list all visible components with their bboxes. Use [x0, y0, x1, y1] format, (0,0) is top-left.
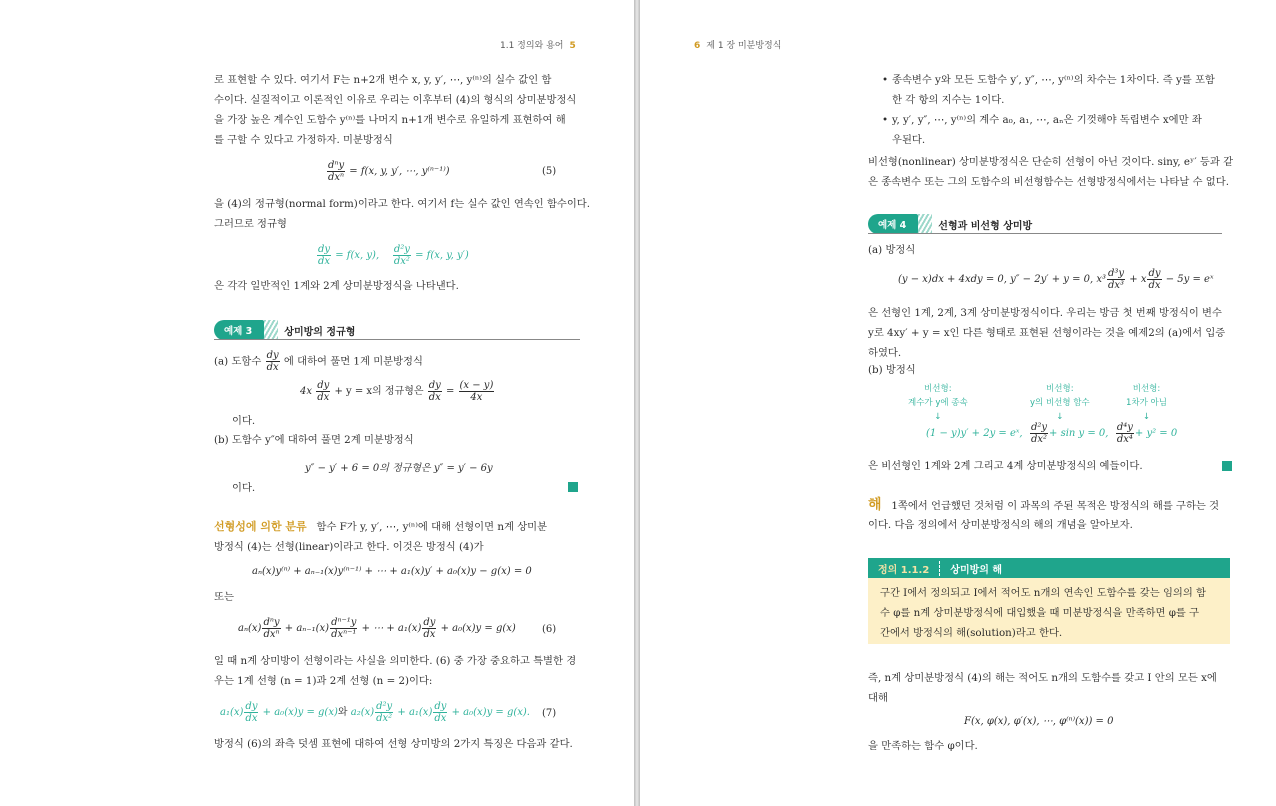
note-line: 비선형: [924, 384, 952, 394]
header-chapter-title: 제 1 장 미분방정식 [706, 41, 782, 51]
definition-box [868, 578, 1230, 644]
example-title: 상미방의 정규형 [284, 326, 356, 338]
text-line: 수 φ를 n계 상미분방정식에 대입했을 때 미분방정식을 만족하면 φ를 구 [880, 607, 1200, 619]
text-line: 수이다. 실질적이고 이론적인 이유로 우리는 이후부터 (4)의 형식의 상미분방정식 [214, 94, 577, 106]
example-3-part-b: (b) 도함수 y″에 대하여 풀면 2계 미분방정식 [214, 434, 414, 446]
nonlinear-paragraph [868, 152, 1233, 192]
paragraph-1 [214, 70, 576, 150]
example-4-a-text [868, 303, 1225, 363]
bullet-1 [892, 70, 1215, 110]
frac-numerator: dy [428, 380, 441, 391]
linearity-line-5: 방정식 (6)의 좌측 덧셈 표현에 대하여 선형 상미방의 2가지 특징은 다음과 같다. [214, 738, 573, 750]
equation-part: + y² = 0 [1134, 428, 1178, 439]
example-3-header [214, 320, 355, 340]
annotation-1 [908, 382, 968, 424]
frac-denominator: dx [317, 392, 330, 403]
equation-5 [326, 160, 450, 183]
left-running-header [500, 38, 582, 51]
linear-equation-7: a₁(x) $\frac{dy}{dx}$ + a₀(x)y = g(x)와 a₂(x) $\frac{\text{d²y}}{\text{dx²}}$ + a₁(x) $\frac{dy}{dx}$ + a₀(x)y = g(x). [220, 701, 530, 724]
linearity-line-4: 우는 1계 선형 (n = 1)과 2계 선형 (n = 2)이다: [214, 675, 433, 687]
right-page [640, 0, 1276, 806]
example-title: 선형과 비선형 상미방 [938, 220, 1033, 232]
text-line: y로 4xy′ + y = x인 다른 형태로 표현된 선형이라는 것을 예제2의 (a)에서 입증 [868, 327, 1226, 339]
text-span: 에 대하여 풀면 1계 미분방정식 [283, 355, 423, 368]
example-3-equation-a: 4x $\frac{dy}{dx}$ + y = x의 정규형은 $\frac{dy}{dx}$ = $\frac{(x - y)}{4x}$ [300, 380, 494, 403]
example-4-b-text: 은 비선형인 1계와 2계 그리고 4계 상미분방정식의 예들이다. [868, 460, 1143, 472]
frac-denominator: dx [318, 256, 331, 267]
example-rule [868, 233, 1222, 234]
example-end-mark [1222, 461, 1232, 471]
frac-numerator: dy [318, 244, 331, 255]
example-end-mark [568, 482, 578, 492]
text-line: 그러므로 정규형 [214, 218, 287, 230]
equation-5-label: (5) [542, 166, 557, 177]
text-line: 한 각 항의 지수는 1이다. [892, 94, 1005, 106]
down-arrow-icon: ↓ [934, 412, 942, 422]
closing-paragraph [868, 668, 1217, 708]
equation-lhs: (y − x)dx + 4xdy = 0, y″ − 2y′ + y = 0, x³ [898, 274, 1107, 285]
text-line: 은 선형인 1계, 2계, 3계 상미분방정식이다. 우리는 방금 첫 번째 방정식이 변수 [868, 307, 1222, 319]
text-line: 로 표현할 수 있다. 여기서 F는 n+2개 변수 x, y, y′, ⋯, y⁽ⁿ⁾의 실수 값인 함 [214, 74, 552, 86]
note-line: y의 비선형 함수 [1030, 398, 1090, 408]
down-arrow-icon: ↓ [1056, 412, 1064, 422]
frac-denominator: dx [428, 392, 441, 403]
solution-line-1 [868, 495, 1219, 516]
frac-numerator: d²y [393, 244, 410, 255]
text-span: 1쪽에서 언급했던 것처럼 이 과목의 주된 목적은 방정식의 해를 구하는 것 [891, 500, 1220, 512]
text-line: 하였다. [868, 347, 902, 359]
header-section-title: 1.1 정의와 용어 [500, 41, 564, 51]
annotation-3 [1126, 382, 1167, 424]
example-tag: 예제 4 [868, 214, 918, 234]
equation-part: + sin y = 0, [1049, 428, 1109, 439]
left-page [0, 0, 634, 806]
equation-lhs: 4x [300, 386, 313, 397]
normal-forms-equation [316, 244, 469, 267]
example-3-equation-b: y″ − y′ + 6 = 0의 정규형은 y″ = y′ − 6y [305, 463, 493, 474]
linear-equation-a: aₙ(x)y⁽ⁿ⁾ + aₙ₋₁(x)y⁽ⁿ⁻¹⁾ + ⋯ + a₁(x)y′ + a₀(x)y − g(x) = 0 [252, 566, 532, 577]
text-line: 비선형(nonlinear) 상미분방정식은 단순히 선형이 아닌 것이다. siny, eʸ′ 등과 같 [868, 156, 1234, 168]
text-line: 을 (4)의 정규형(normal form)이라고 한다. 여기서 f는 실수 값인 연속인 함수이다. [214, 198, 591, 210]
text-span: 함수 F가 y, y′, ⋯, y⁽ⁿ⁾에 대해 선형이면 n계 상미분 [316, 521, 548, 533]
solution-equation: F(x, φ(x), φ′(x), ⋯, φ⁽ⁿ⁾(x)) = 0 [964, 716, 1114, 727]
hatch-decoration [264, 320, 278, 340]
text-line: • y, y′, y″, ⋯, y⁽ⁿ⁾의 계수 a₀, a₁, ⋯, aₙ은 기껏해야 독립변수 x에만 좌 [892, 110, 1202, 130]
example-3-part-a [214, 350, 423, 373]
equation-7-label: (7) [542, 708, 557, 719]
frac-denominator: 4x [470, 392, 483, 403]
example-4-equation-b: (1 − y)y′ + 2y = eˣ, $\frac{\text{d²y}}{\text{dx²}}$ + sin y = 0, $\frac{\text{d⁴y}}{\text{dx⁴}}$ + y² = 0 [926, 422, 1178, 445]
frac-denominator: dxⁿ [328, 172, 345, 183]
text-line: 을 가장 높은 계수인 도함수 y⁽ⁿ⁾를 나머지 n+1개 변수로 유일하게 표현하여 해 [214, 114, 566, 126]
frac-denominator: dx [266, 362, 279, 373]
example-4-header [868, 214, 1032, 234]
section-heading: 선형성에 의한 분류 [214, 520, 307, 533]
equation-tail: − 5y = eˣ [1165, 274, 1214, 285]
frac-numerator: (x − y) [459, 380, 494, 391]
right-page-number: 6 [694, 41, 701, 51]
note-line: 비선형: [1132, 384, 1161, 394]
equation-mid: + y = x의 정규형은 [334, 386, 424, 397]
text-line: 은 종속변수 또는 그의 도함수의 비선형함수는 선형방정식에서는 나타날 수 없다. [868, 176, 1229, 188]
paragraph-3: 은 각각 일반적인 1계와 2계 상미분방정식을 나타낸다. [214, 280, 459, 292]
text-line: 우된다. [892, 134, 926, 146]
closing-line: 을 만족하는 함수 φ이다. [868, 740, 978, 752]
definition-header [868, 558, 1230, 578]
text-line: 즉, n계 상미분방정식 (4)의 해는 적어도 n개의 도함수를 갖고 I 안의 모든 x에 [868, 672, 1217, 684]
frac-denominator: dx² [393, 256, 410, 267]
frac-numerator: dⁿy [328, 160, 345, 171]
equation-rhs: = f(x, y, y′) [415, 250, 469, 261]
example-rule [214, 339, 580, 340]
down-arrow-icon: ↓ [1142, 412, 1151, 422]
note-line: 계수가 y에 종속 [908, 398, 968, 408]
definition-title: 상미방의 해 [950, 564, 1003, 576]
example-4-part-a: (a) 방정식 [868, 244, 916, 256]
section-heading: 해 [868, 497, 882, 513]
frac-numerator: dy [317, 380, 330, 391]
example-4-equation-a: (y − x)dx + 4xdy = 0, y″ − 2y′ + y = 0, x³ $\frac{\text{d³y}}{\text{dx³}}$ + x $\frac{dy}{dx}$ − 5y = eˣ [898, 268, 1214, 291]
text-line: 이다. [232, 415, 256, 427]
paragraph-2 [214, 194, 590, 234]
annotation-2 [1030, 382, 1090, 424]
linearity-line-1 [214, 517, 547, 537]
text-line: 를 구할 수 있다고 가정하자. 미분방정식 [214, 134, 393, 146]
text-line: 이다. [232, 482, 256, 494]
text-line: 구간 I에서 정의되고 I에서 적어도 n개의 연속인 도함수를 갖는 임의의 함 [880, 587, 1207, 599]
text-line: 간에서 방정식의 해(solution)라고 한다. [880, 627, 1063, 639]
left-page-number: 5 [569, 41, 576, 51]
right-running-header [694, 38, 781, 51]
example-4-part-b: (b) 방정식 [868, 364, 916, 376]
example-tag: 예제 3 [214, 320, 264, 340]
equation-part: (1 − y)y′ + 2y = eˣ, [926, 428, 1023, 439]
linearity-line-3: 일 때 n계 상미방이 선형이라는 사실을 의미한다. (6) 중 가장 중요하고 특별한 경 [214, 655, 577, 667]
definition-tag: 정의 1.1.2 [868, 561, 940, 576]
text-span: (a) 도함수 [214, 355, 262, 368]
note-line: 1차가 아님 [1126, 398, 1167, 408]
text-line: 또는 [214, 591, 234, 603]
equation-rhs: = f(x, y, y′, ⋯, y⁽ⁿ⁻¹⁾) [349, 166, 450, 177]
bullet-2 [892, 110, 1202, 150]
definition-body [880, 583, 1206, 643]
frac-numerator: dy [266, 350, 279, 361]
text-line: • 종속변수 y와 모든 도함수 y′, y″, ⋯, y⁽ⁿ⁾의 차수는 1차이다. 즉 y를 포함 [892, 70, 1215, 90]
note-line: 비선형: [1046, 384, 1074, 394]
solution-line-2: 이다. 다음 정의에서 상미분방정식의 해의 개념을 알아보자. [868, 519, 1133, 531]
hatch-decoration [918, 214, 932, 234]
equation-6-label: (6) [542, 624, 557, 635]
text-line: 대해 [868, 692, 888, 704]
linear-equation-6: aₙ(x) $\frac{\text{dⁿy}}{\text{dxⁿ}}$ + aₙ₋₁(x) $\frac{\text{dⁿ⁻¹y}}{\text{dxⁿ⁻¹}}$ + ⋯ + a₁(x) $\frac{dy}{dx}$ + a₀(x)y = g(x) [238, 617, 516, 640]
linearity-line-2: 방정식 (4)는 선형(linear)이라고 한다. 이것은 방정식 (4)가 [214, 541, 484, 553]
equation-rhs: = f(x, y), [335, 250, 380, 261]
